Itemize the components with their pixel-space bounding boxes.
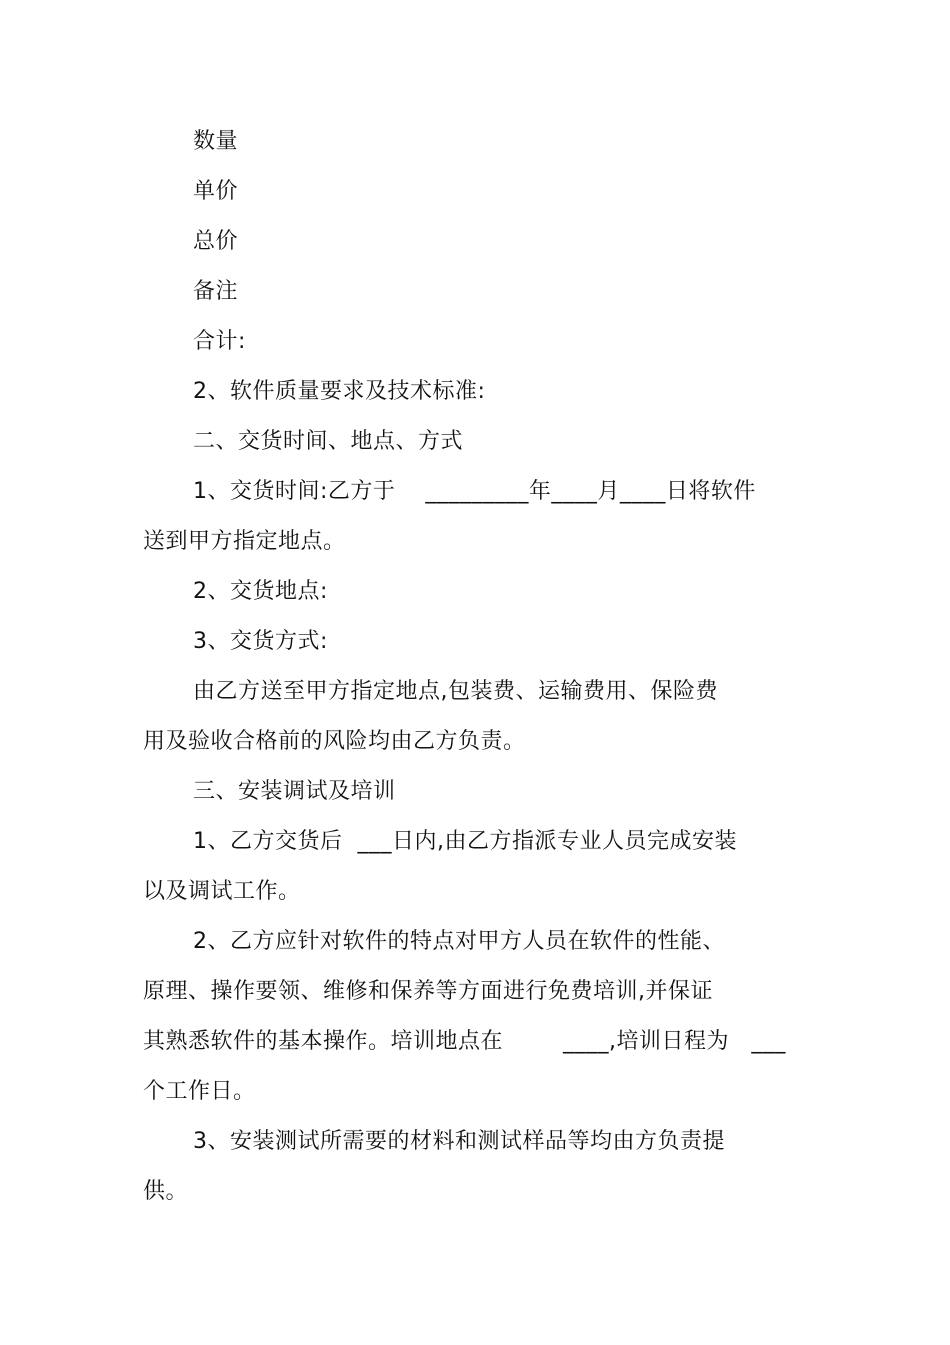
clause-test-materials: 3、安装测试所需要的材料和测试样品等均由方负责提 [193, 1129, 725, 1154]
clause-delivery-time: 1、交货时间:乙方于 _________年____月____日将软件 [193, 479, 756, 504]
item-total-price: 总价 [193, 229, 239, 254]
clause-quality-standard: 2、软件质量要求及技术标准: [193, 379, 486, 404]
paragraph-delivery-terms-cont: 用及验收合格前的风险均由乙方负责。 [143, 729, 526, 754]
clause-delivery-time-cont: 送到甲方指定地点。 [143, 529, 346, 554]
clause-training-cont-1: 原理、操作要领、维修和保养等方面进行免费培训,并保证 [143, 979, 713, 1004]
item-remarks: 备注 [193, 279, 239, 304]
section-heading-delivery: 二、交货时间、地点、方式 [193, 429, 464, 454]
clause-training-cont-3: 个工作日。 [143, 1079, 256, 1104]
item-sum: 合计: [193, 329, 246, 354]
clause-installation-cont: 以及调试工作。 [143, 879, 301, 904]
clause-delivery-method: 3、交货方式: [193, 629, 328, 654]
paragraph-delivery-terms: 由乙方送至甲方指定地点,包装费、运输费用、保险费 [193, 679, 718, 704]
clause-installation: 1、乙方交货后 ___日内,由乙方指派专业人员完成安装 [193, 829, 737, 854]
item-quantity: 数量 [193, 129, 239, 154]
clause-test-materials-cont: 供。 [143, 1179, 189, 1204]
item-unit-price: 单价 [193, 179, 239, 204]
section-heading-installation: 三、安装调试及培训 [193, 779, 396, 804]
clause-delivery-place: 2、交货地点: [193, 579, 328, 604]
clause-training: 2、乙方应针对软件的特点对甲方人员在软件的性能、 [193, 929, 725, 954]
clause-training-cont-2: 其熟悉软件的基本操作。培训地点在 ____,培训日程为 ___ [143, 1029, 786, 1054]
